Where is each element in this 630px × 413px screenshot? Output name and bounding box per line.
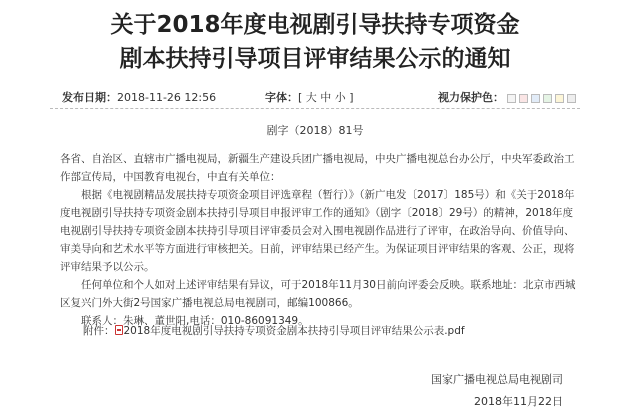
attachment-link[interactable]: 2018年度电视剧引导扶持专项资金剧本扶持引导项目评审结果公示表.pdf (123, 325, 465, 337)
divider (50, 108, 580, 109)
attachment (83, 323, 465, 338)
page-title-line-1: 关于2018年度电视剧引导扶持专项资金 (110, 12, 520, 38)
attachment-label: 附件： (83, 325, 115, 337)
color-swatch-3[interactable] (531, 94, 540, 103)
salutation: 各省、自治区、直辖市广播电视局，新疆生产建设兵团广播电视局，中央广播电视总台办公厅，中央军委政治工作部宣传局，中国教育电视台，中直有关单位： (60, 153, 575, 183)
publish-date-label: 发布日期： (62, 91, 117, 104)
font-bracket-open: [ (298, 91, 306, 104)
article-body (60, 150, 580, 330)
font-medium-link[interactable]: 中 (320, 91, 332, 104)
font-size-selector (265, 89, 354, 105)
paragraph-1: 根据《电视剧精品发展扶持专项资金项目评选章程（暂行）》（新广电发〔2017〕185号）和《关于2018年度电视剧引导扶持专项资金剧本扶持引导项目申报评审工作的通知》（剧字〔2018〕29号）的精神，2018年度电视剧引导扶持专项资金剧本扶持引导项目评审委员会对入围电视剧作品进行了评审，在政治导向、价值导向、审美导向和艺术水平等方面进行审核把关。日前，评审结果已经产生。为保证项目评审结果的客观、公正，现将评审结果予以公示。 (60, 189, 575, 273)
signature-date: 2018年11月22日 (474, 395, 563, 408)
color-swatch-6[interactable] (567, 94, 576, 103)
font-large-link[interactable]: 大 (305, 91, 317, 104)
publish-date-value: 2018-11-26 12:56 (117, 91, 217, 104)
document-number: 剧字（2018）81号 (266, 124, 364, 137)
font-size-label: 字体： (265, 91, 298, 104)
publish-date (62, 89, 216, 105)
paragraph-3: 联系人：朱琳、董世阳,电话：010-86091349。 (81, 315, 309, 327)
eye-protection-label: 视力保护色： (438, 91, 504, 104)
color-swatch-group (504, 91, 576, 104)
color-swatch-4[interactable] (543, 94, 552, 103)
article-meta-bar (0, 89, 630, 107)
eye-protection-color-picker (438, 89, 576, 105)
paragraph-2: 任何单位和个人如对上述评审结果有异议，可于2018年11月30日前向评委会反映。联系地址：北京市西城区复兴门外大街2号国家广播电视总局电视剧司，邮编100866。 (60, 279, 576, 309)
pdf-icon (115, 325, 123, 335)
font-bracket-close: ] (345, 91, 354, 104)
color-swatch-1[interactable] (507, 94, 516, 103)
signature-org: 国家广播电视总局电视剧司 (431, 373, 563, 386)
font-small-link[interactable]: 小 (334, 91, 346, 104)
color-swatch-5[interactable] (555, 94, 564, 103)
color-swatch-2[interactable] (519, 94, 528, 103)
page-title-line-2: 剧本扶持引导项目评审结果公示的通知 (119, 46, 511, 72)
